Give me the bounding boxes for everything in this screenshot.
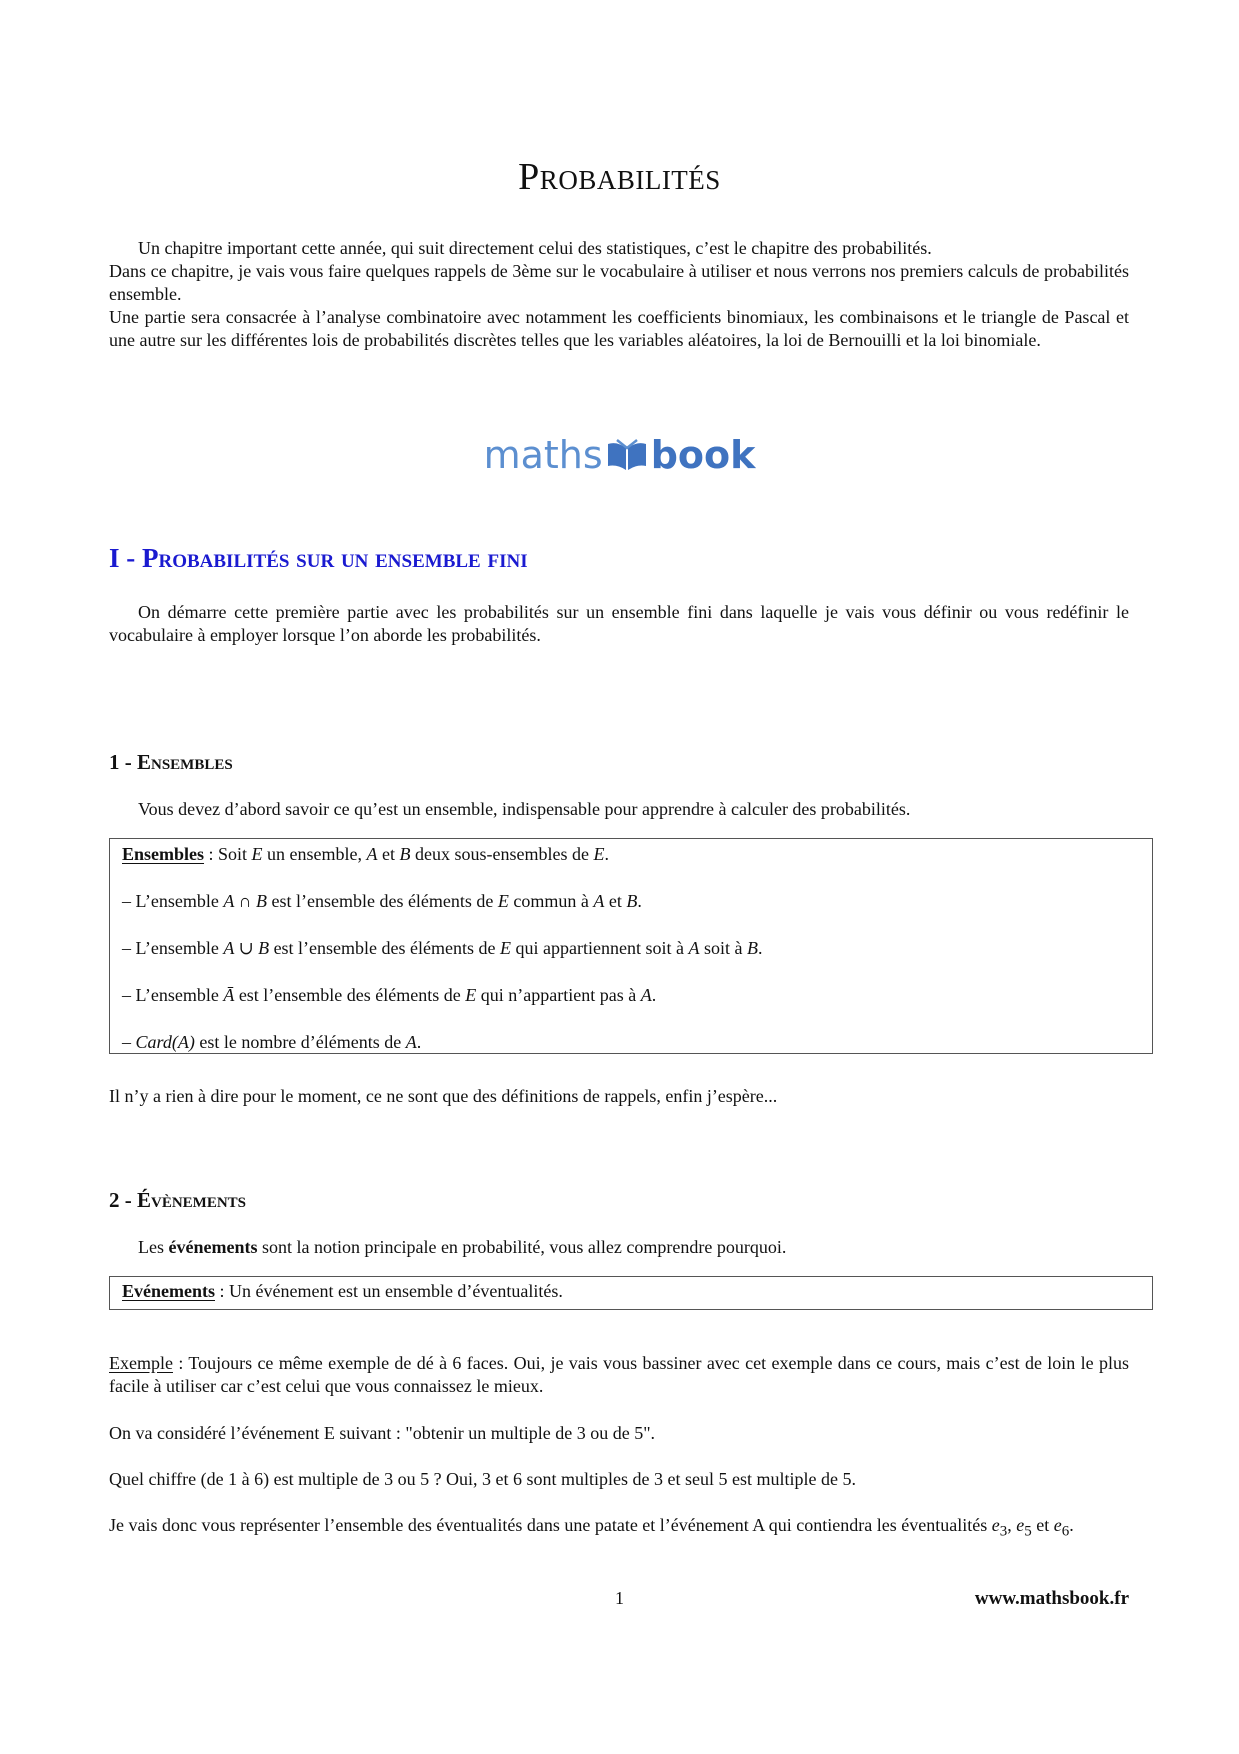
ensembles-remark: Il n’y a rien à dire pour le moment, ce ne sont que des définitions de rappels, enfin j’espère... [109, 1086, 778, 1106]
definition-term: Ensembles [122, 844, 205, 864]
math-var: B [746, 938, 758, 958]
item-text: . [757, 938, 763, 958]
item-text: et [604, 891, 627, 911]
definition-item [122, 984, 1140, 1031]
page-number: 1 [615, 1588, 624, 1608]
math-subscript: 5 [1024, 1523, 1032, 1540]
math-var: A [405, 1032, 417, 1052]
item-text: qui appartiennent soit à [511, 938, 689, 958]
def-text: un ensemble, [262, 844, 367, 864]
definition-box-ensembles [109, 838, 1153, 1054]
item-text: est l’ensemble des éléments de [266, 891, 498, 911]
math-subscript: 3 [999, 1523, 1008, 1540]
def-text: et [377, 844, 400, 864]
math-var: E [251, 844, 263, 864]
intro-bold-term: événements [168, 1237, 258, 1257]
para-text: Je vais donc vous représenter l’ensemble des éventualités dans une patate et l’événement A qui contiendra les éventualités [109, 1515, 992, 1535]
footer-url[interactable]: www.mathsbook.fr [974, 1588, 1129, 1609]
paragraph-question: Quel chiffre (de 1 à 6) est multiple de 3 ou 5 ? Oui, 3 et 6 sont multiples de 3 et seul 5 est multiple de 5. [109, 1469, 857, 1489]
paragraph-representation [109, 1514, 1129, 1544]
item-text: commun à [508, 891, 594, 911]
math-var: e [1053, 1515, 1062, 1535]
intro-text: Les [138, 1237, 169, 1257]
item-text: . [416, 1032, 422, 1052]
item-text: soit à [699, 938, 747, 958]
math-expr: Card(A) [135, 1032, 195, 1052]
example-text: : Toujours ce même exemple de dé à 6 faces. Oui, je vais vous bassiner avec cet exemple dans ce cours, mais c’est de loin le plus facile à utiliser car c’est celui que vous connaissez le mieux. [109, 1353, 1129, 1396]
para-text: , [1007, 1515, 1017, 1535]
math-var: A [593, 891, 605, 911]
math-expr: A ∩ B [223, 891, 267, 911]
item-text: est le nombre d’éléments de [194, 1032, 406, 1052]
math-var: A [688, 938, 700, 958]
math-var: E [465, 985, 477, 1005]
def-text: . [604, 844, 609, 864]
example-paragraph [109, 1352, 1129, 1398]
section-heading-1: I - Probabilités sur un ensemble fini [109, 543, 528, 573]
page-title: Probabilités [518, 156, 721, 198]
paragraph-consider: On va considéré l’événement E suivant : "obtenir un multiple de 3 ou de 5". [109, 1423, 656, 1443]
math-var: A [366, 844, 378, 864]
subsection-evenements-intro [109, 1236, 1129, 1259]
intro-paragraph-1: Un chapitre important cette année, qui suit directement celui des statistiques, c’est le chapitre des probabilités. [138, 238, 932, 258]
item-text: – [122, 1032, 136, 1052]
math-expr: A ∪ B [223, 938, 270, 958]
open-book-icon [605, 438, 649, 472]
item-text: . [651, 985, 657, 1005]
item-text: est l’ensemble des éléments de [234, 985, 466, 1005]
math-var: e [991, 1515, 1000, 1535]
logo-text-maths: maths [483, 433, 603, 477]
item-text: qui n’appartient pas à [476, 985, 641, 1005]
definition-item [122, 890, 1140, 937]
def-text: deux sous-ensembles de [410, 844, 594, 864]
para-text: . [1069, 1515, 1074, 1535]
math-var: E [500, 938, 511, 958]
item-text: est l’ensemble des éléments de [269, 938, 500, 958]
definition-text: : Un événement est un ensemble d’éventualités. [215, 1281, 563, 1301]
section-1-intro: On démarre cette première partie avec les probabilités sur un ensemble fini dans laquelle je vais vous définir ou vous redéfinir le vocabulaire à employer lorsque l’on aborde les probabilités. [109, 602, 1129, 645]
math-subscript: 6 [1061, 1523, 1070, 1540]
intro-text: sont la notion principale en probabilité, vous allez comprendre pourquoi. [257, 1237, 787, 1257]
math-var: E [497, 891, 509, 911]
logo-text-book: book [650, 433, 756, 477]
def-text: : Soit [204, 844, 252, 864]
definition-box-evenements [109, 1276, 1153, 1310]
item-text: – L’ensemble [122, 938, 224, 958]
definition-item [122, 1031, 1140, 1067]
math-var: B [399, 844, 411, 864]
math-var: B [626, 891, 638, 911]
definition-item [122, 937, 1140, 984]
item-text: – L’ensemble [122, 985, 224, 1005]
definition-line [122, 843, 1140, 890]
math-var: E [593, 844, 605, 864]
intro-paragraph-3: Une partie sera consacrée à l’analyse combinatoire avec notamment les coefficients binomiaux, les combinaisons et le triangle de Pascal et une autre sur les différentes lois de probabilités discrètes telles que les variables aléatoires, la loi de Bernouilli et la loi binomiale. [109, 307, 1129, 350]
subsection-heading-evenements: 2 - Évènements [109, 1188, 247, 1212]
item-text: – L’ensemble [122, 891, 224, 911]
math-var: e [1016, 1515, 1025, 1535]
math-expr: Ā [223, 985, 235, 1005]
example-label: Exemple [109, 1353, 173, 1373]
subsection-heading-ensembles: 1 - Ensembles [109, 750, 233, 774]
para-text: et [1031, 1515, 1054, 1535]
item-text: . [637, 891, 642, 911]
intro-paragraph-2: Dans ce chapitre, je vais vous faire quelques rappels de 3ème sur le vocabulaire à utiliser et nous verrons nos premiers calculs de probabilités ensemble. [109, 261, 1129, 304]
subsection-ensembles-intro: Vous devez d’abord savoir ce qu’est un ensemble, indispensable pour apprendre à calculer des probabilités. [138, 799, 911, 819]
definition-term: Evénements [122, 1281, 215, 1301]
math-var: A [640, 985, 652, 1005]
mathsbook-logo [0, 430, 1239, 480]
